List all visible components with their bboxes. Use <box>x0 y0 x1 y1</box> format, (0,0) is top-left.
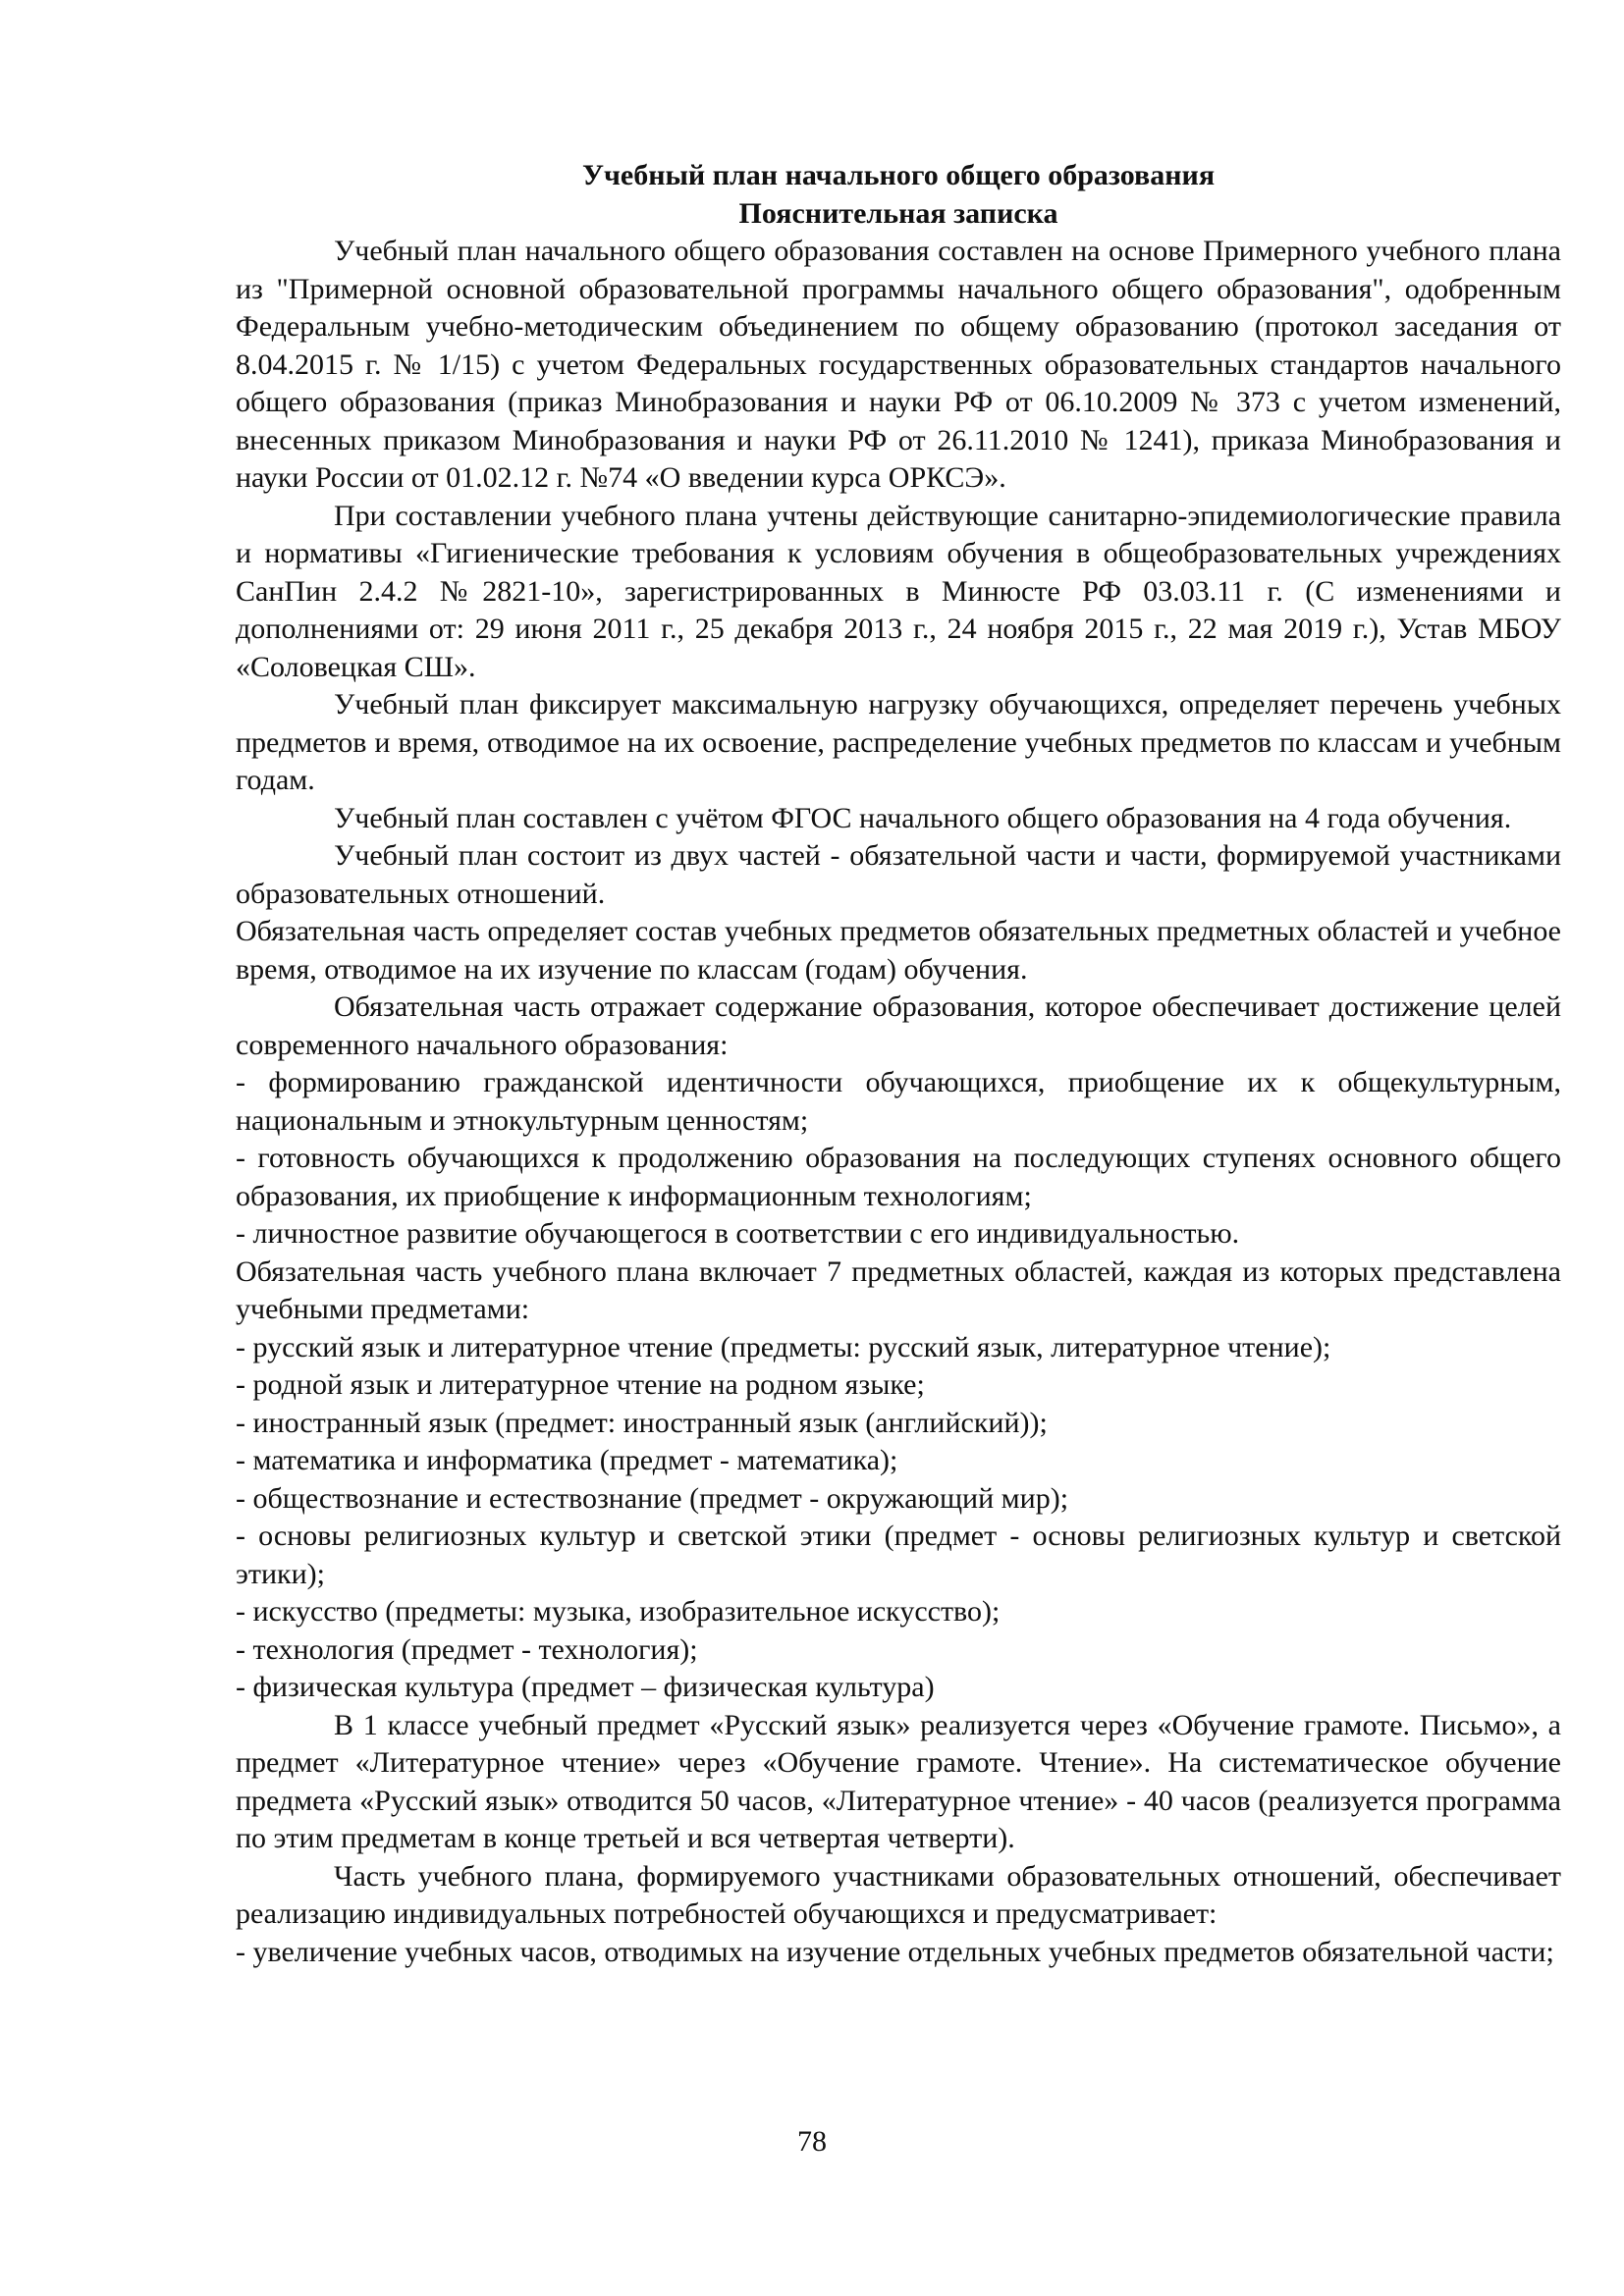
paragraph: При составлении учебного плана учтены действующие санитарно-эпидемиологические правила и нормативы «Гигиенические требования к условиям обучения в общеобразовательных учреждениях СанПин 2.4.2 №2821-10», зарегистрированных в Минюсте РФ 03.03.11 г. (С изменениями и дополнениями от: 29 июня 2011 г., 25 декабря 2013 г., 24 ноября 2015 г., 22 мая 2019 г.), Устав МБОУ «Соловецкая СШ». <box>236 499 1561 683</box>
paragraph: - иностранный язык (предмет: иностранный язык (английский)); <box>236 1406 1048 1439</box>
paragraph: - русский язык и литературное чтение (предметы: русский язык, литературное чтение); <box>236 1330 1331 1363</box>
paragraph: Часть учебного плана, формируемого участниками образовательных отношений, обеспечивает реализацию индивидуальных потребностей обучающихся и предусматривает: <box>236 1859 1561 1930</box>
paragraph: Учебный план начального общего образования составлен на основе Примерного учебного плана из "Примерной основной образовательной программы начального общего образования", одобренным Федеральным учебно-методическим объединением по общему образованию (протокол заседания от 8.04.2015 г. № 1/15) с учетом Федеральных государственных образовательных стандартов начального общего образования (приказ Минобразования и науки РФ от 06.10.2009 № 373 с учетом изменений, внесенных приказом Минобразования и науки РФ от 26.11.2010 № 1241), приказа Минобразования и науки России от 01.02.12 г. №74 «О введении курса ОРКСЭ». <box>236 235 1561 494</box>
paragraph: Учебный план фиксирует максимальную нагрузку обучающихся, определяет перечень учебных предметов и время, отводимое на их освоение, распределение учебных предметов по классам и учебным годам. <box>236 688 1561 796</box>
paragraph: - основы религиозных культур и светской этики (предмет - основы религиозных культур и светской этики); <box>236 1520 1561 1590</box>
paragraph: - родной язык и литературное чтение на родном языке; <box>236 1368 925 1401</box>
paragraph: Обязательная часть определяет состав учебных предметов обязательных предметных областей и учебное время, отводимое на их изучение по классам (годам) обучения. <box>236 915 1561 986</box>
document-page <box>236 157 1561 1971</box>
paragraph: Обязательная часть отражает содержание образования, которое обеспечивает достижение целей современного начального образования: <box>236 990 1561 1061</box>
paragraph: - искусство (предметы: музыка, изобразительное искусство); <box>236 1595 1001 1628</box>
paragraph: - увеличение учебных часов, отводимых на изучение отдельных учебных предметов обязательной части; <box>236 1935 1554 1968</box>
paragraph: - готовность обучающихся к продолжению образования на последующих ступенях основного общего образования, их приобщение к информационным технологиям; <box>236 1142 1561 1212</box>
paragraph: - обществознание и естествознание (предмет - окружающий мир); <box>236 1481 1069 1515</box>
paragraph: - личностное развитие обучающегося в соответствии с его индивидуальностью. <box>236 1217 1240 1250</box>
paragraph: - математика и информатика (предмет - математика); <box>236 1444 898 1476</box>
paragraph: - технология (предмет - технология); <box>236 1632 698 1666</box>
document-subtitle: Пояснительная записка <box>738 196 1058 230</box>
document-body <box>236 233 1561 1971</box>
paragraph: Обязательная часть учебного плана включает 7 предметных областей, каждая из которых представлена учебными предметами: <box>236 1255 1561 1325</box>
paragraph: Учебный план состоит из двух частей - обязательной части и части, формируемой участниками образовательных отношений. <box>236 839 1561 910</box>
paragraph: В 1 классе учебный предмет «Русский язык» реализуется через «Обучение грамоте. Письмо», а предмет «Литературное чтение» через «Обучение грамоте. Чтение». На систематическое обучение предмета «Русский язык» отводится 50 часов, «Литературное чтение» - 40 часов (реализуется программа по этим предметам в конце третьей и вся четвертая четверти). <box>236 1708 1561 1854</box>
document-title: Учебный план начального общего образования <box>581 159 1216 191</box>
paragraph: Учебный план составлен с учётом ФГОС начального общего образования на 4 года обучения. <box>334 801 1512 834</box>
paragraph: - формированию гражданской идентичности обучающихся, приобщение их к общекультурным, национальным и этнокультурным ценностям; <box>236 1066 1561 1137</box>
page-number: 78 <box>797 2125 827 2158</box>
paragraph: - физическая культура (предмет – физическая культура) <box>236 1671 935 1703</box>
